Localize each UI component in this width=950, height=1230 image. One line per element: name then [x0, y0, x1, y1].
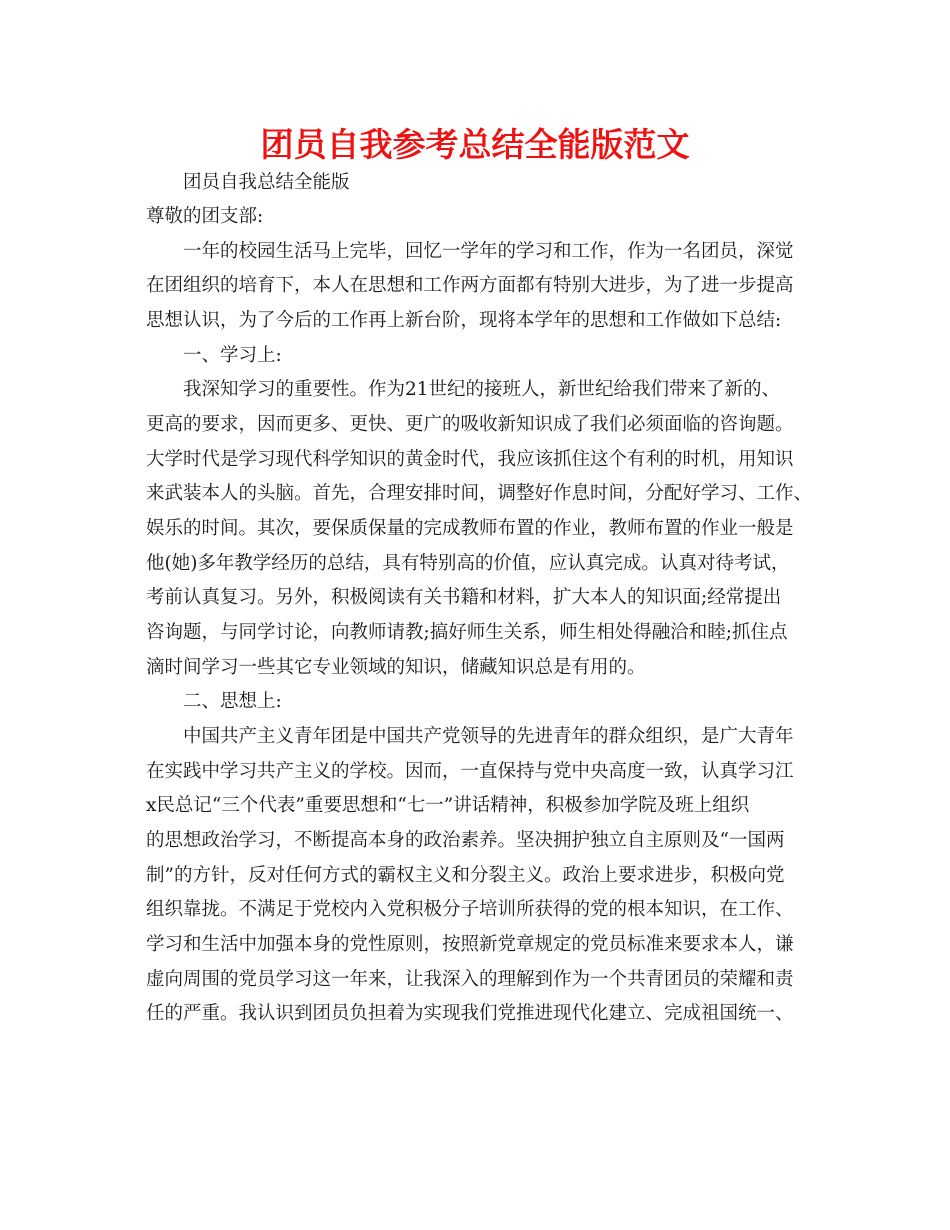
paragraph-line: x民总记“三个代表”重要思想和“七一”讲话精神，积极参加学院及班上组织 — [146, 795, 750, 816]
paragraph-line: 制”的方针，反对任何方式的霸权主义和分裂主义。政治上要求进步，积极向党 — [146, 865, 785, 886]
section-heading-study: 一、学习上: — [183, 345, 282, 366]
paragraph-line: 滴时间学习一些其它专业领域的知识，储藏知识总是有用的。 — [146, 657, 646, 678]
paragraph-line: 咨询题，与同学讨论，向教师请教;搞好师生关系，师生相处得融洽和睦;抓住点 — [146, 622, 788, 643]
section-heading-thought: 二、思想上: — [183, 691, 282, 712]
paragraph-line: 更高的要求，因而更多、更快、更广的吸收新知识成了我们必须面临的咨询题。 — [146, 414, 794, 435]
document-title: 团员自我参考总结全能版范文 — [260, 125, 690, 164]
paragraph-line: 中国共产主义青年团是中国共产党领导的先进青年的群众组织，是广大青年 — [183, 726, 794, 747]
subtitle-line: 团员自我总结全能版 — [183, 172, 350, 193]
paragraph-line: 学习和生活中加强本身的党性原则，按照新党章规定的党员标准来要求本人，谦 — [146, 934, 794, 955]
paragraph-line: 思想认识，为了今后的工作再上新台阶，现将本学年的思想和工作做如下总结: — [146, 310, 782, 331]
paragraph-line: 一年的校园生活马上完毕，回忆一学年的学习和工作，作为一名团员，深觉 — [183, 241, 794, 262]
paragraph-line: 来武装本人的头脑。首先，合理安排时间，调整好作息时间，分配好学习、工作、 — [146, 483, 813, 504]
paragraph-line: 考前认真复习。另外，积极阅读有关书籍和材料，扩大本人的知识面;经常提出 — [146, 587, 782, 608]
paragraph-line: 虚向周围的党员学习这一年来，让我深入的理解到作为一个共青团员的荣耀和责 — [146, 969, 794, 990]
paragraph-line: 娱乐的时间。其次，要保质保量的完成教师布置的作业，教师布置的作业一般是 — [146, 518, 794, 539]
paragraph-line: 在团组织的培育下，本人在思想和工作两方面都有特别大进步，为了进一步提高 — [146, 275, 794, 296]
paragraph-line: 任的严重。我认识到团员负担着为实现我们党推进现代化建立、完成祖国统一、 — [146, 1003, 794, 1024]
paragraph-line: 我深知学习的重要性。作为21世纪的接班人，新世纪给我们带来了新的、 — [183, 379, 781, 400]
paragraph-line: 的思想政治学习，不断提高本身的政治素养。坚决拥护独立自主原则及“一国两 — [146, 830, 785, 851]
paragraph-line: 在实践中学习共产主义的学校。因而，一直保持与党中央高度一致，认真学习江 — [146, 761, 794, 782]
paragraph-line: 他(她)多年教学经历的总结，具有特别高的价值，应认真完成。认真对待考试， — [146, 553, 790, 574]
paragraph-line: 大学时代是学习现代科学知识的黄金时代，我应该抓住这个有利的时机，用知识 — [146, 449, 794, 470]
paragraph-line: 组织靠拢。不满足于党校内入党积极分子培训所获得的党的根本知识，在工作、 — [146, 899, 794, 920]
salutation-line: 尊敬的团支部: — [146, 206, 264, 227]
